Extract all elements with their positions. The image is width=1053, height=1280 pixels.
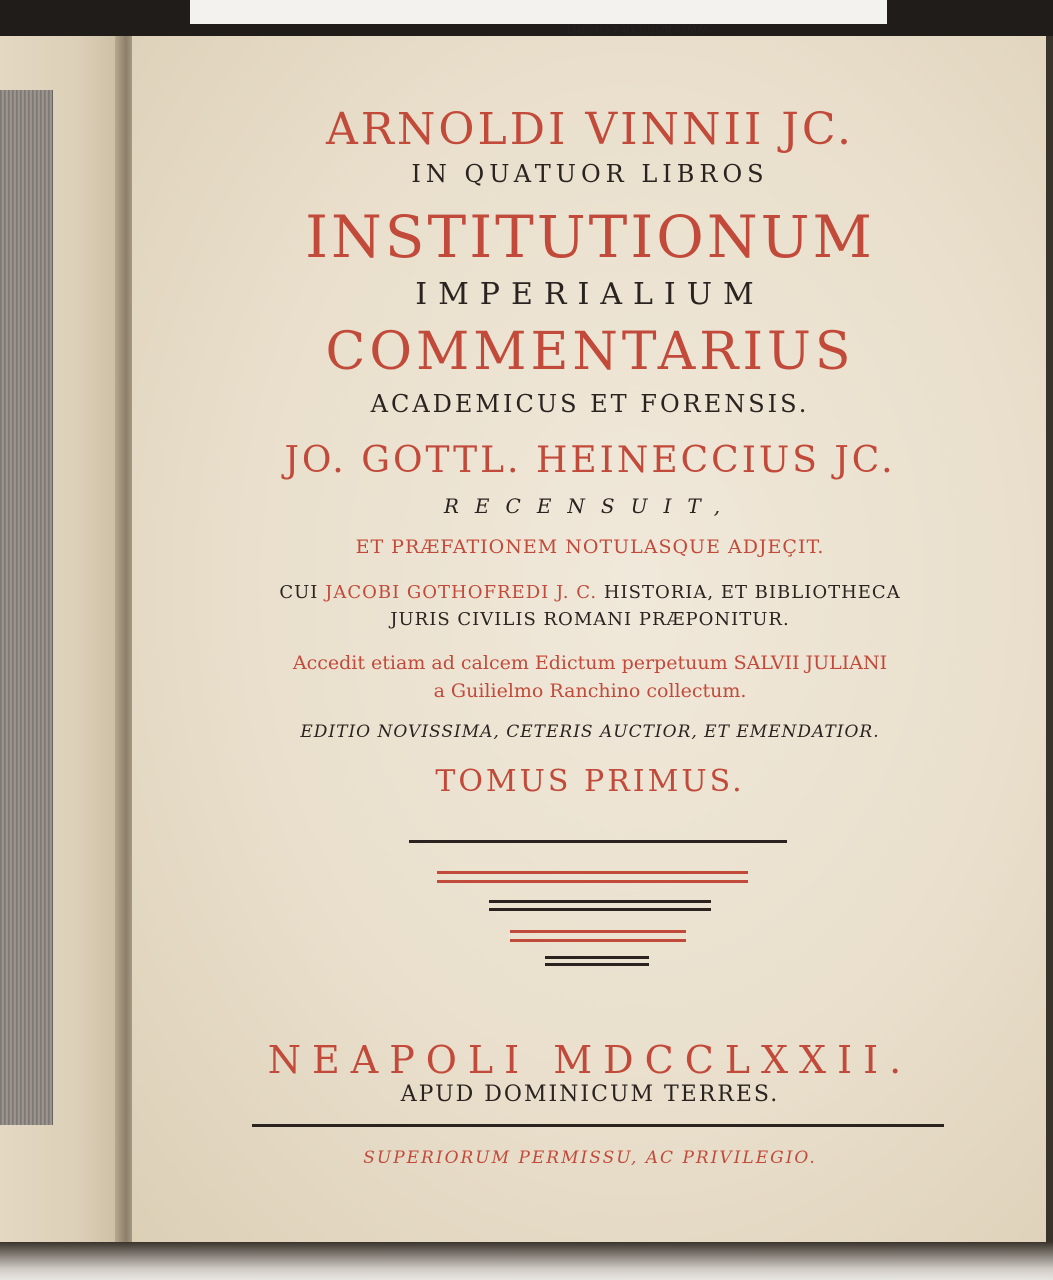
author-line: ARNOLDI VINNII JC. [326,104,854,155]
title-line-commentarius: COMMENTARIUS [325,322,855,382]
shop-watermark: WWW.AGRICOLASHOP.IT [565,22,709,35]
tomus-line: TOMUS PRIMUS. [435,764,745,799]
ornament-rule-6 [510,930,686,933]
editio-line: EDITIO NOVISSIMA, CETERIS AUCTIOR, ET EMENDATIOR. [300,722,880,742]
historia-cui: CUI [279,582,319,603]
historia-gothofredi: JACOBI GOTHOFREDI J. C. [325,582,598,603]
editor-line: JO. GOTTL. HEINECCIUS JC. [284,440,896,481]
ornament-rule-3 [437,880,748,883]
imprint-rule [252,1124,944,1127]
imprint-printer: APUD DOMINICUM TERRES. [400,1082,780,1107]
imprint-city: NEAPOLI MDCCLXXII. [267,1038,913,1082]
title-line-imperialium: IMPERIALIUM [415,277,765,312]
title-line-academicus: ACADEMICUS ET FORENSIS. [370,390,810,418]
ornament-rule-9 [545,963,649,966]
privilege-line: SUPERIORUM PERMISSU, AC PRIVILEGIO. [363,1148,817,1168]
ornament-rule-4 [489,900,711,903]
subtitle-line: IN QUATUOR LIBROS [411,160,769,188]
paper-slip [190,0,887,24]
historia-bibliotheca: HISTORIA, ET BIBLIOTHECA [603,582,901,603]
ornament-rule-7 [510,939,686,942]
ranchino-line: a Guilielmo Ranchino collectum. [433,680,747,702]
ornament-rule-5 [489,908,711,911]
main-title: INSTITUTIONUM [305,203,875,271]
recensuit-line: RECENSUIT, [443,494,737,518]
ornament-rule-1 [409,840,787,843]
ornament-rule-2 [437,871,748,874]
historia-line [132,582,1048,603]
frontispiece-engraving [0,90,53,1125]
accedit-line: Accedit etiam ad calcem Edictum perpetuum SALVII JULIANI [292,652,888,674]
bottom-edge [0,1242,1053,1280]
praefatio-line: ET PRÆFATIONEM NOTULASQUE ADJEÇIT. [355,536,825,558]
ornament-rule-8 [545,956,649,959]
juris-line: JURIS CIVILIS ROMANI PRÆPONITUR. [390,609,790,630]
